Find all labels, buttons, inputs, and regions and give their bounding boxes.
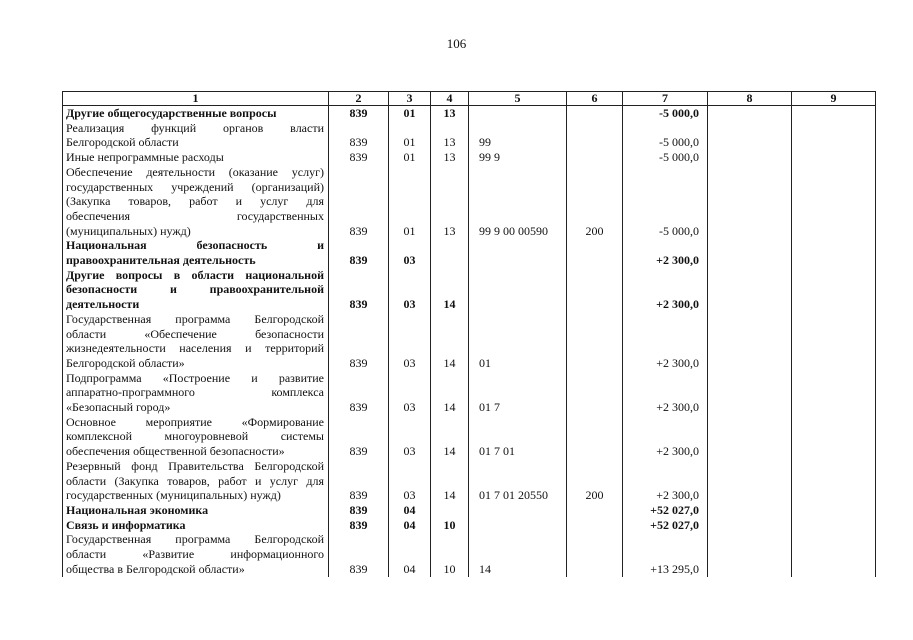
chapter-code: 839 bbox=[329, 150, 389, 165]
table-row bbox=[63, 106, 876, 121]
row-description bbox=[63, 518, 329, 533]
amount-value: +52 027,0 bbox=[623, 518, 708, 533]
expense-type-code bbox=[567, 371, 623, 415]
expense-type-code bbox=[567, 532, 623, 576]
column-header: 2 bbox=[329, 92, 389, 106]
description-line: области «Обеспечение безопасности bbox=[66, 326, 324, 341]
subsection-code: 13 bbox=[431, 150, 469, 165]
row-description bbox=[63, 371, 329, 415]
description-line: Реализация функций органов власти bbox=[66, 120, 324, 135]
column-header: 7 bbox=[623, 92, 708, 106]
page-number: 106 bbox=[446, 36, 467, 51]
table-header-row bbox=[63, 92, 876, 106]
subsection-code: 14 bbox=[431, 415, 469, 459]
column-8-cell bbox=[708, 312, 792, 371]
section-code: 03 bbox=[389, 268, 431, 312]
target-article-code: 01 bbox=[469, 312, 567, 371]
column-9-cell bbox=[792, 121, 876, 150]
chapter-code: 839 bbox=[329, 415, 389, 459]
expense-type-code bbox=[567, 106, 623, 121]
target-article-code: 99 9 00 00590 bbox=[469, 165, 567, 239]
column-8-cell bbox=[708, 532, 792, 576]
expense-type-code bbox=[567, 238, 623, 267]
column-9-cell bbox=[792, 518, 876, 533]
column-8-cell bbox=[708, 268, 792, 312]
amount-value: -5 000,0 bbox=[623, 121, 708, 150]
table-row bbox=[63, 165, 876, 239]
description-line: (Закупка товаров, работ и услуг для bbox=[66, 194, 324, 209]
amount-value: +2 300,0 bbox=[623, 371, 708, 415]
chapter-code: 839 bbox=[329, 106, 389, 121]
target-article-code: 99 9 bbox=[469, 150, 567, 165]
description-line: Национальная экономика bbox=[66, 502, 209, 517]
description-line: комплексной многоуровневой системы bbox=[66, 429, 324, 444]
budget-table bbox=[62, 91, 876, 577]
column-8-cell bbox=[708, 371, 792, 415]
description-line: Другие вопросы в области национальной bbox=[66, 267, 324, 282]
expense-type-code: 200 bbox=[567, 165, 623, 239]
description-line: Иные непрограммные расходы bbox=[66, 150, 224, 165]
description-line: государственных учреждений (организаций) bbox=[66, 179, 324, 194]
amount-value: +2 300,0 bbox=[623, 268, 708, 312]
amount-value: +2 300,0 bbox=[623, 459, 708, 503]
expense-type-code bbox=[567, 518, 623, 533]
description-line: аппаратно-программного комплекса bbox=[66, 385, 324, 400]
budget-table-container bbox=[62, 91, 876, 577]
description-line: Резервный фонд Правительства Белгородской bbox=[66, 458, 324, 473]
description-line: Белгородской области bbox=[66, 135, 179, 150]
column-8-cell bbox=[708, 503, 792, 518]
chapter-code: 839 bbox=[329, 312, 389, 371]
column-9-cell bbox=[792, 459, 876, 503]
row-description bbox=[63, 312, 329, 371]
description-line: Государственная программа Белгородской bbox=[66, 532, 324, 547]
column-8-cell bbox=[708, 415, 792, 459]
expense-type-code bbox=[567, 121, 623, 150]
description-line: государственных (муниципальных) нужд) bbox=[66, 488, 281, 503]
chapter-code: 839 bbox=[329, 371, 389, 415]
amount-value: -5 000,0 bbox=[623, 165, 708, 239]
column-header: 3 bbox=[389, 92, 431, 106]
row-description bbox=[63, 459, 329, 503]
subsection-code: 14 bbox=[431, 312, 469, 371]
row-description bbox=[63, 503, 329, 518]
column-header: 6 bbox=[567, 92, 623, 106]
table-row bbox=[63, 150, 876, 165]
description-line: правоохранительная деятельность bbox=[66, 253, 256, 268]
target-article-code: 99 bbox=[469, 121, 567, 150]
section-code: 04 bbox=[389, 518, 431, 533]
amount-value: +2 300,0 bbox=[623, 312, 708, 371]
column-9-cell bbox=[792, 371, 876, 415]
column-9-cell bbox=[792, 532, 876, 576]
column-header: 9 bbox=[792, 92, 876, 106]
column-8-cell bbox=[708, 150, 792, 165]
expense-type-code bbox=[567, 150, 623, 165]
description-line: Государственная программа Белгородской bbox=[66, 311, 324, 326]
subsection-code bbox=[431, 238, 469, 267]
description-line: деятельности bbox=[66, 297, 140, 312]
column-9-cell bbox=[792, 503, 876, 518]
description-line: обеспечения государственных bbox=[66, 208, 324, 223]
expense-type-code bbox=[567, 312, 623, 371]
column-9-cell bbox=[792, 415, 876, 459]
table-row bbox=[63, 532, 876, 576]
description-line: Обеспечение деятельности (оказание услуг) bbox=[66, 164, 324, 179]
section-code: 01 bbox=[389, 165, 431, 239]
description-line: Белгородской области» bbox=[66, 355, 185, 370]
subsection-code: 10 bbox=[431, 532, 469, 576]
expense-type-code: 200 bbox=[567, 459, 623, 503]
row-description bbox=[63, 165, 329, 239]
table-row bbox=[63, 312, 876, 371]
table-row bbox=[63, 238, 876, 267]
section-code: 03 bbox=[389, 459, 431, 503]
column-header: 4 bbox=[431, 92, 469, 106]
description-line: Подпрограмма «Построение и развитие bbox=[66, 370, 324, 385]
target-article-code: 01 7 01 bbox=[469, 415, 567, 459]
target-article-code: 01 7 01 20550 bbox=[469, 459, 567, 503]
column-9-cell bbox=[792, 150, 876, 165]
column-header: 1 bbox=[63, 92, 329, 106]
section-code: 01 bbox=[389, 150, 431, 165]
subsection-code: 13 bbox=[431, 106, 469, 121]
row-description bbox=[63, 268, 329, 312]
chapter-code: 839 bbox=[329, 532, 389, 576]
subsection-code: 14 bbox=[431, 371, 469, 415]
chapter-code: 839 bbox=[329, 268, 389, 312]
subsection-code: 13 bbox=[431, 121, 469, 150]
amount-value: +13 295,0 bbox=[623, 532, 708, 576]
expense-type-code bbox=[567, 268, 623, 312]
column-9-cell bbox=[792, 268, 876, 312]
description-line: области (Закупка товаров, работ и услуг для bbox=[66, 473, 324, 488]
section-code: 04 bbox=[389, 532, 431, 576]
section-code: 01 bbox=[389, 106, 431, 121]
chapter-code: 839 bbox=[329, 121, 389, 150]
expense-type-code bbox=[567, 503, 623, 518]
row-description bbox=[63, 106, 329, 121]
section-code: 03 bbox=[389, 238, 431, 267]
table-row bbox=[63, 503, 876, 518]
column-8-cell bbox=[708, 121, 792, 150]
row-description bbox=[63, 415, 329, 459]
description-line: общества в Белгородской области» bbox=[66, 561, 245, 576]
section-code: 03 bbox=[389, 312, 431, 371]
table-row bbox=[63, 415, 876, 459]
subsection-code bbox=[431, 503, 469, 518]
description-line: безопасности и правоохранительной bbox=[66, 282, 324, 297]
column-8-cell bbox=[708, 165, 792, 239]
column-header: 5 bbox=[469, 92, 567, 106]
amount-value: -5 000,0 bbox=[623, 106, 708, 121]
column-8-cell bbox=[708, 106, 792, 121]
description-line: области «Развитие информационного bbox=[66, 547, 324, 562]
row-description bbox=[63, 238, 329, 267]
subsection-code: 14 bbox=[431, 459, 469, 503]
amount-value: +52 027,0 bbox=[623, 503, 708, 518]
target-article-code bbox=[469, 503, 567, 518]
row-description bbox=[63, 532, 329, 576]
column-9-cell bbox=[792, 106, 876, 121]
column-header: 8 bbox=[708, 92, 792, 106]
target-article-code bbox=[469, 268, 567, 312]
subsection-code: 10 bbox=[431, 518, 469, 533]
column-9-cell bbox=[792, 312, 876, 371]
chapter-code: 839 bbox=[329, 518, 389, 533]
section-code: 01 bbox=[389, 121, 431, 150]
target-article-code bbox=[469, 106, 567, 121]
chapter-code: 839 bbox=[329, 238, 389, 267]
expense-type-code bbox=[567, 415, 623, 459]
description-line: жизнедеятельности населения и территорий bbox=[66, 341, 324, 356]
section-code: 04 bbox=[389, 503, 431, 518]
description-line: Другие общегосударственные вопросы bbox=[66, 106, 277, 120]
target-article-code bbox=[469, 518, 567, 533]
description-line: обеспечения общественной безопасности» bbox=[66, 444, 285, 459]
target-article-code: 01 7 bbox=[469, 371, 567, 415]
description-line: «Безопасный город» bbox=[66, 400, 171, 415]
row-description bbox=[63, 121, 329, 150]
column-8-cell bbox=[708, 459, 792, 503]
amount-value: +2 300,0 bbox=[623, 238, 708, 267]
column-9-cell bbox=[792, 238, 876, 267]
chapter-code: 839 bbox=[329, 459, 389, 503]
section-code: 03 bbox=[389, 371, 431, 415]
description-line: Связь и информатика bbox=[66, 517, 186, 532]
section-code: 03 bbox=[389, 415, 431, 459]
amount-value: -5 000,0 bbox=[623, 150, 708, 165]
target-article-code: 14 bbox=[469, 532, 567, 576]
table-row bbox=[63, 518, 876, 533]
description-line: Основное мероприятие «Формирование bbox=[66, 414, 324, 429]
subsection-code: 14 bbox=[431, 268, 469, 312]
column-8-cell bbox=[708, 518, 792, 533]
table-row bbox=[63, 459, 876, 503]
description-line: (муниципальных) нужд) bbox=[66, 223, 191, 238]
table-row bbox=[63, 121, 876, 150]
chapter-code: 839 bbox=[329, 503, 389, 518]
description-line: Национальная безопасность и bbox=[66, 238, 324, 253]
amount-value: +2 300,0 bbox=[623, 415, 708, 459]
column-9-cell bbox=[792, 165, 876, 239]
table-body bbox=[63, 106, 876, 577]
target-article-code bbox=[469, 238, 567, 267]
row-description bbox=[63, 150, 329, 165]
table-row bbox=[63, 268, 876, 312]
subsection-code: 13 bbox=[431, 165, 469, 239]
table-row bbox=[63, 371, 876, 415]
chapter-code: 839 bbox=[329, 165, 389, 239]
column-8-cell bbox=[708, 238, 792, 267]
